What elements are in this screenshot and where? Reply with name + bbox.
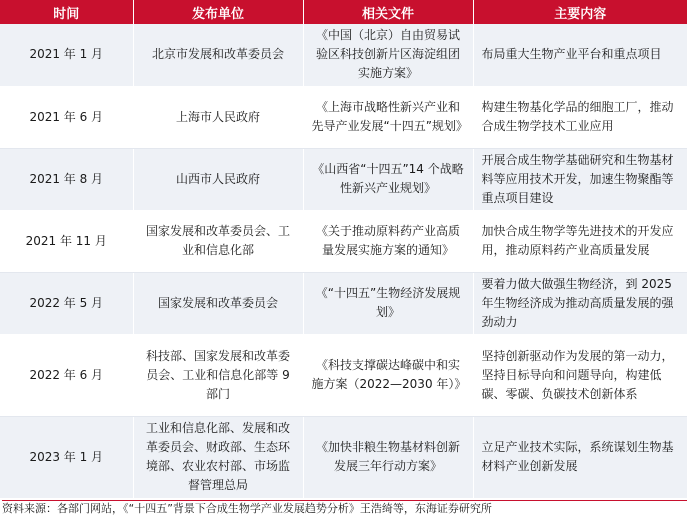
header-document: 相关文件 bbox=[303, 0, 473, 24]
header-row bbox=[0, 0, 687, 24]
header-unit: 发布单位 bbox=[133, 0, 303, 24]
cell-time: 2023 年 1 月 bbox=[0, 416, 133, 498]
cell-unit: 上海市人民政府 bbox=[133, 86, 303, 148]
cell-document: 《科技支撑碳达峰碳中和实施方案（2022—2030 年）》 bbox=[303, 334, 473, 416]
header-content: 主要内容 bbox=[473, 0, 687, 24]
cell-content: 开展合成生物学基础研究和生物基材料等应用技术开发，加速生物聚酯等重点项目建设 bbox=[473, 148, 687, 210]
cell-content: 构建生物基化学品的细胞工厂，推动合成生物学技术工业应用 bbox=[473, 86, 687, 148]
cell-document: 《上海市战略性新兴产业和先导产业发展“十四五”规划》 bbox=[303, 86, 473, 148]
table-row bbox=[0, 416, 687, 498]
cell-time: 2022 年 6 月 bbox=[0, 334, 133, 416]
cell-document: 《“十四五”生物经济发展规划》 bbox=[303, 272, 473, 334]
cell-document: 《中国（北京）自由贸易试验区科技创新片区海淀组团实施方案》 bbox=[303, 24, 473, 86]
cell-time: 2021 年 1 月 bbox=[0, 24, 133, 86]
table-row bbox=[0, 334, 687, 416]
cell-unit: 科技部、国家发展和改革委员会、工业和信息化部等 9 部门 bbox=[133, 334, 303, 416]
cell-content: 坚持创新驱动作为发展的第一动力，坚持目标导向和问题导向，构建低碳、零碳、负碳技术创新体系 bbox=[473, 334, 687, 416]
table-row bbox=[0, 24, 687, 86]
table-row bbox=[0, 148, 687, 210]
cell-unit: 国家发展和改革委员会 bbox=[133, 272, 303, 334]
cell-document: 《山西省“十四五”14 个战略性新兴产业规划》 bbox=[303, 148, 473, 210]
cell-unit: 工业和信息化部、发展和改革委员会、财政部、生态环境部、农业农村部、市场监督管理总局 bbox=[133, 416, 303, 498]
cell-unit: 北京市发展和改革委员会 bbox=[133, 24, 303, 86]
header-time: 时间 bbox=[0, 0, 133, 24]
cell-unit: 国家发展和改革委员会、工业和信息化部 bbox=[133, 210, 303, 272]
table-row bbox=[0, 272, 687, 334]
cell-time: 2021 年 8 月 bbox=[0, 148, 133, 210]
table-header bbox=[0, 0, 687, 24]
cell-document: 《关于推动原料药产业高质量发展实施方案的通知》 bbox=[303, 210, 473, 272]
table-row bbox=[0, 86, 687, 148]
cell-content: 立足产业技术实际，系统谋划生物基材料产业创新发展 bbox=[473, 416, 687, 498]
cell-time: 2021 年 6 月 bbox=[0, 86, 133, 148]
cell-unit: 山西市人民政府 bbox=[133, 148, 303, 210]
cell-content: 要着力做大做强生物经济，到 2025 年生物经济成为推动高质量发展的强劲动力 bbox=[473, 272, 687, 334]
cell-content: 加快合成生物学等先进技术的开发应用，推动原料药产业高质量发展 bbox=[473, 210, 687, 272]
source-note: 资料来源：各部门网站，《“十四五”背景下合成生物学产业发展趋势分析》王浩绮等，东海证券研究所 bbox=[2, 500, 687, 517]
cell-content: 布局重大生物产业平台和重点项目 bbox=[473, 24, 687, 86]
table-row bbox=[0, 210, 687, 272]
table-body bbox=[0, 24, 687, 498]
cell-document: 《加快非粮生物基材料创新发展三年行动方案》 bbox=[303, 416, 473, 498]
cell-time: 2022 年 5 月 bbox=[0, 272, 133, 334]
cell-time: 2021 年 11 月 bbox=[0, 210, 133, 272]
